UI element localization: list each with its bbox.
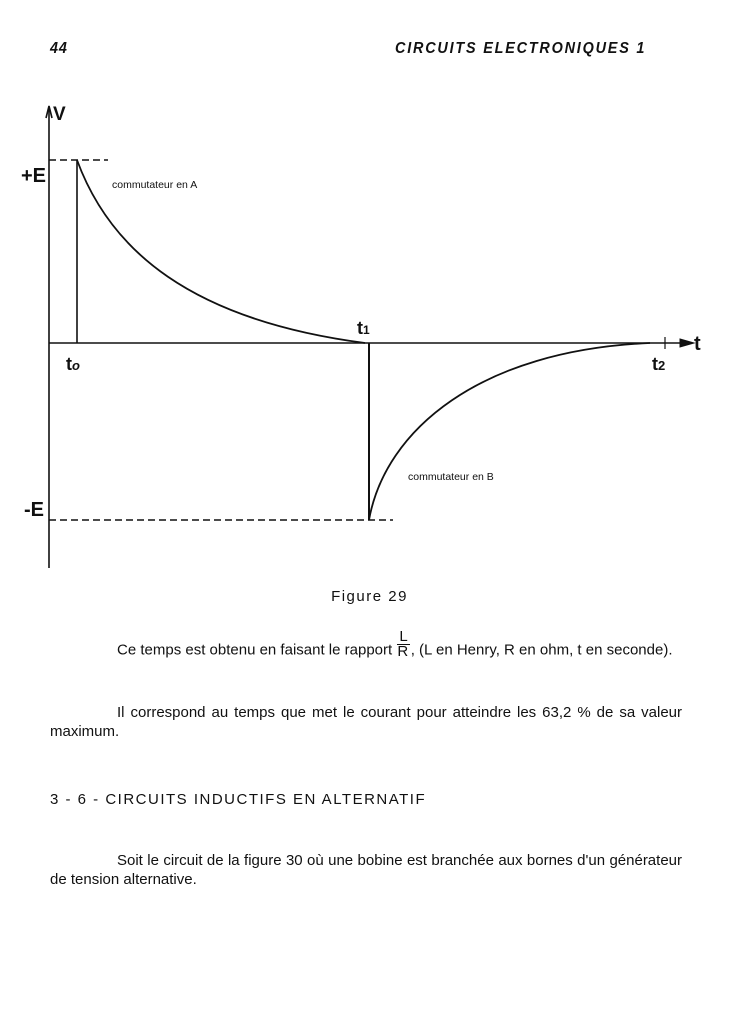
fraction-numerator: L: [399, 628, 408, 645]
t-axis-arrow: [680, 339, 694, 347]
paragraph-2-text: Il correspond au temps que met le courant pour atteindre les 63,2 % de sa valeur maximum.: [50, 704, 682, 740]
paragraph-1: [50, 628, 682, 665]
annotation-commutateur-a: commutateur en A: [112, 179, 198, 191]
fraction-l-over-r: [397, 630, 409, 659]
paragraph-2: [50, 703, 682, 741]
paragraph-1-text-after: , (L en Henry, R en ohm, t en seconde).: [410, 641, 673, 659]
t-axis-label: t: [694, 333, 701, 355]
minus-e-label: -E: [24, 499, 44, 521]
rise-curve-b: [369, 343, 650, 520]
figure-caption: Figure 29: [331, 588, 408, 605]
paragraph-1-text-before: Ce temps est obtenu en faisant le rapport: [117, 641, 397, 659]
t1-label: t1: [357, 318, 370, 338]
annotation-commutateur-b: commutateur en B: [408, 471, 494, 483]
t0-label: to: [66, 354, 80, 374]
paragraph-3: [50, 851, 682, 889]
figure-29-diagram: [0, 90, 739, 580]
page-number: 44: [50, 40, 68, 57]
running-title: CIRCUITS ELECTRONIQUES 1: [395, 40, 647, 57]
section-heading: 3 - 6 - CIRCUITS INDUCTIFS EN ALTERNATIF: [50, 791, 427, 808]
fraction-denominator: R: [397, 643, 409, 660]
plus-e-label: +E: [21, 165, 47, 187]
v-axis-label: V: [53, 104, 66, 125]
t2-label: t2: [652, 354, 666, 374]
paragraph-3-text: Soit le circuit de la figure 30 où une bobine est branchée aux bornes d'un générateur de tension alternative.: [50, 852, 682, 888]
